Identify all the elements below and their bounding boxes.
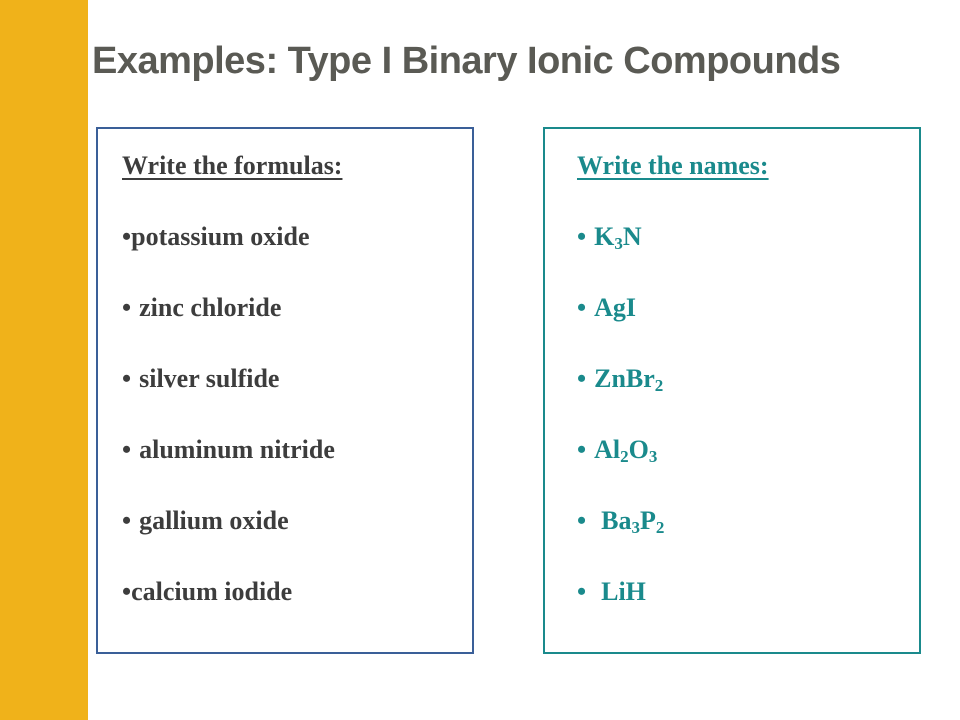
compound-name: zinc chloride xyxy=(139,293,282,322)
list-item xyxy=(577,217,664,288)
names-list xyxy=(577,217,664,643)
bullet-icon: • xyxy=(577,222,587,251)
bullet-icon: • xyxy=(122,435,132,464)
bullet-icon: • xyxy=(122,293,132,322)
list-item xyxy=(577,359,664,430)
list-item xyxy=(122,430,335,501)
compound-name: potassium oxide xyxy=(131,222,310,251)
bullet-icon: • xyxy=(122,506,132,535)
list-item xyxy=(577,572,664,643)
bullet-icon: • xyxy=(122,364,132,393)
chemical-formula: LiH xyxy=(601,577,646,606)
bullet-icon: • xyxy=(122,222,132,251)
chemical-formula: $Ba_3P_2$ xyxy=(601,506,665,537)
list-item xyxy=(577,288,664,359)
list-item xyxy=(577,430,664,501)
list-item xyxy=(122,217,335,288)
bullet-icon: • xyxy=(577,293,587,322)
chemical-formula: $K_3N$ xyxy=(594,222,642,253)
list-item xyxy=(122,501,335,572)
bullet-icon: • xyxy=(122,577,132,606)
names-heading: Write the names: xyxy=(577,151,769,180)
chemical-formula: ZnBr$_2$ xyxy=(594,364,664,395)
bullet-icon: • xyxy=(577,577,587,606)
formulas-list xyxy=(122,217,335,643)
bullet-icon: • xyxy=(577,364,587,393)
names-panel xyxy=(543,127,921,654)
compound-name: gallium oxide xyxy=(139,506,289,535)
formulas-panel xyxy=(96,127,474,654)
list-item xyxy=(122,359,335,430)
list-item xyxy=(122,288,335,359)
chemical-formula: AgI xyxy=(594,293,637,322)
list-item xyxy=(122,572,335,643)
chemical-formula: $Al_2O_3$ xyxy=(594,435,658,466)
compound-name: calcium iodide xyxy=(131,577,293,606)
compound-name: aluminum nitride xyxy=(139,435,335,464)
accent-side-bar xyxy=(0,0,88,720)
list-item xyxy=(577,501,664,572)
slide-title: Examples: Type I Binary Ionic Compounds xyxy=(92,40,841,82)
compound-name: silver sulfide xyxy=(139,364,280,393)
formulas-heading: Write the formulas: xyxy=(122,151,343,180)
bullet-icon: • xyxy=(577,435,587,464)
bullet-icon: • xyxy=(577,506,587,535)
